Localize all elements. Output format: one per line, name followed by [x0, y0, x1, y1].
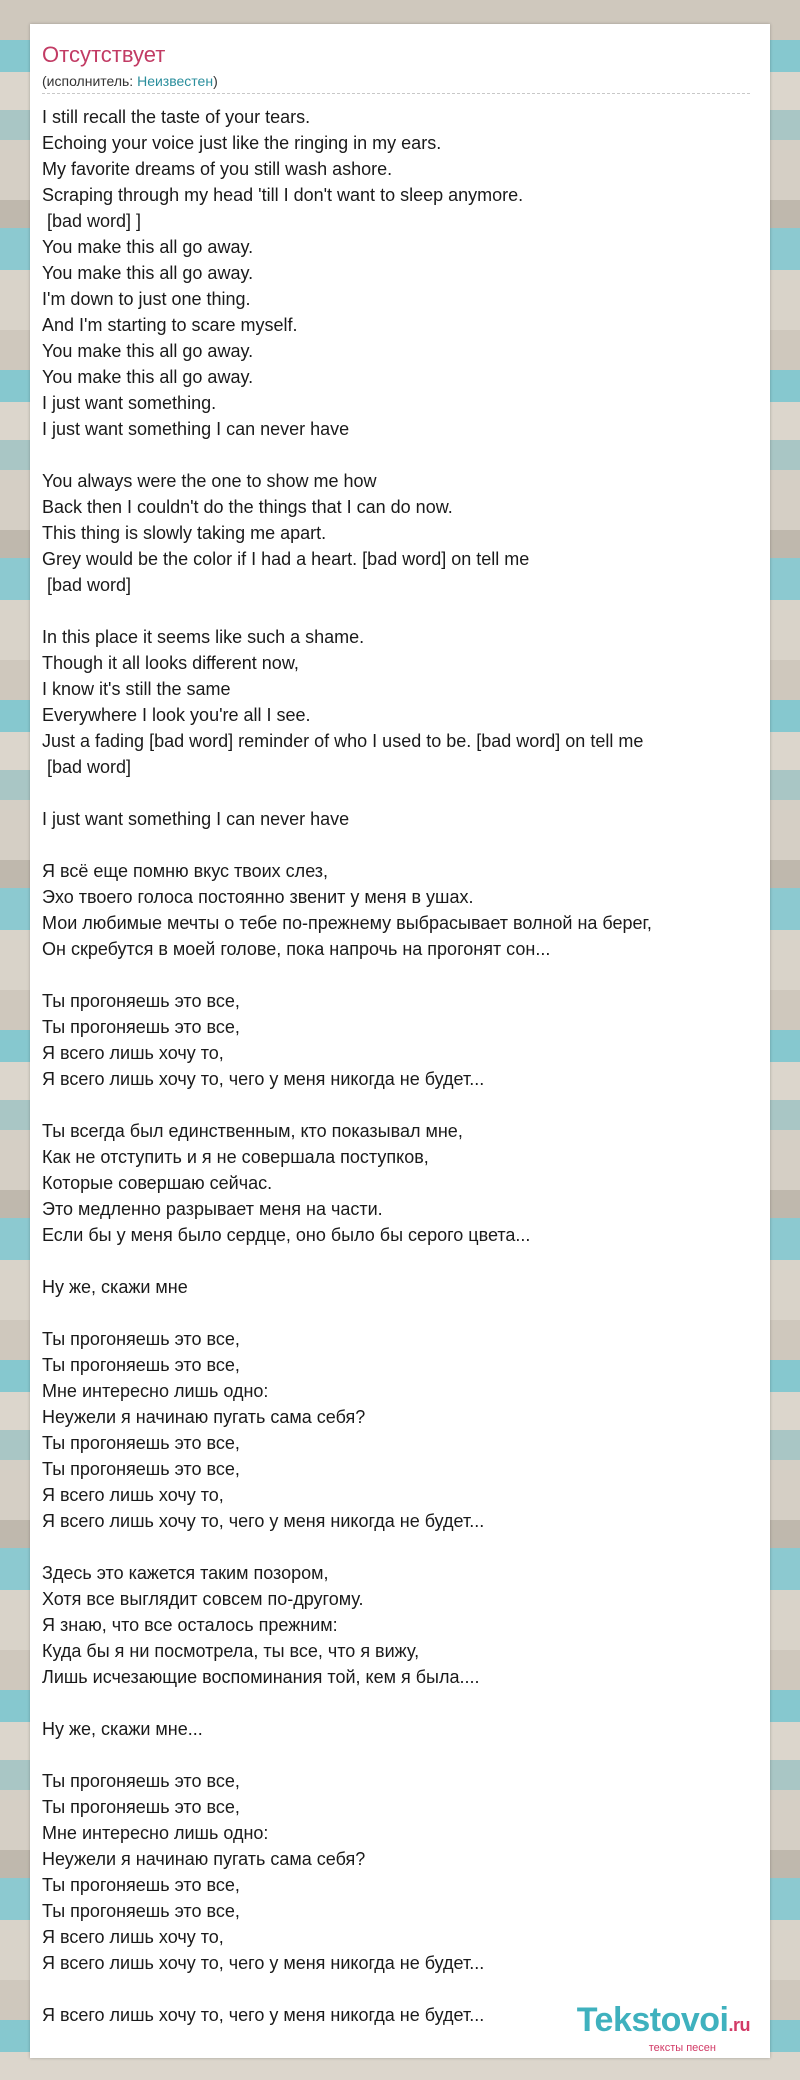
lyric-line: Though it all looks different now,	[42, 653, 299, 673]
lyric-line: Мне интересно лишь одно:	[42, 1381, 269, 1401]
lyric-line: Эхо твоего голоса постоянно звенит у меня в ушах.	[42, 887, 474, 907]
lyrics-card	[30, 24, 770, 2058]
lyric-line: Мои любимые мечты о тебе по-прежнему выбрасывает волной на берег,	[42, 913, 652, 933]
lyric-line: Он скребутся в моей голове, пока напрочь на прогонят сон...	[42, 939, 551, 959]
lyric-line: Back then I couldn't do the things that I can do now.	[42, 497, 453, 517]
lyric-line: I just want something.	[42, 393, 217, 413]
lyric-line: [bad word]	[42, 575, 132, 595]
lyric-line: I still recall the taste of your tears.	[42, 107, 311, 127]
lyric-line: Я знаю, что все осталось прежним:	[42, 1615, 338, 1635]
lyric-line: Ты прогоняешь это все,	[42, 1459, 240, 1479]
lyric-line: Ты прогоняешь это все,	[42, 1771, 240, 1791]
lyric-line: Мне интересно лишь одно:	[42, 1823, 269, 1843]
lyric-line	[42, 442, 762, 468]
lyric-line	[42, 1300, 762, 1326]
lyric-line: I just want something I can never have	[42, 419, 350, 439]
lyric-line: Ты прогоняешь это все,	[42, 1329, 240, 1349]
lyric-line: Scraping through my head 'till I don't want to sleep anymore.	[42, 185, 524, 205]
lyric-line: And I'm starting to scare myself.	[42, 315, 298, 335]
lyric-line: Grey would be the color if I had a heart. [bad word] on tell me	[42, 549, 530, 569]
logo-domain: .ru	[728, 2015, 750, 2035]
lyric-line: Я всё еще помню вкус твоих слез,	[42, 861, 329, 881]
performer-link[interactable]: Неизвестен	[137, 73, 214, 89]
lyric-line	[42, 1248, 762, 1274]
performer-suffix: )	[213, 73, 218, 89]
lyrics-text	[42, 104, 762, 2028]
performer-line	[42, 72, 218, 90]
lyric-line: Ты прогоняешь это все,	[42, 1901, 240, 1921]
lyric-line	[42, 1976, 762, 2002]
lyric-line: This thing is slowly taking me apart.	[42, 523, 327, 543]
lyric-line: You always were the one to show me how	[42, 471, 377, 491]
song-title: Отсутствует	[42, 42, 166, 67]
lyric-line: Неужели я начинаю пугать сама себя?	[42, 1849, 366, 1869]
lyric-line: Это медленно разрывает меня на части.	[42, 1199, 383, 1219]
lyric-line: Я всего лишь хочу то, чего у меня никогда не будет...	[42, 1511, 485, 1531]
site-logo[interactable]	[577, 2003, 750, 2054]
lyric-line: Ну же, скажи мне	[42, 1277, 188, 1297]
lyric-line: Я всего лишь хочу то, чего у меня никогда не будет...	[42, 2005, 485, 2025]
lyric-line: [bad word]	[42, 757, 132, 777]
logo-wordmark: Tekstovoi	[576, 2001, 729, 2039]
lyric-line	[42, 1534, 762, 1560]
logo-tagline: тексты песен	[648, 2042, 716, 2054]
lyric-line: Ты прогоняешь это все,	[42, 1433, 240, 1453]
lyric-line: I'm down to just one thing.	[42, 289, 251, 309]
lyric-line: Я всего лишь хочу то, чего у меня никогда не будет...	[42, 1953, 485, 1973]
lyric-line: In this place it seems like such a shame.	[42, 627, 365, 647]
lyric-line: Хотя все выглядит совсем по-другому.	[42, 1589, 364, 1609]
lyric-line: I know it's still the same	[42, 679, 231, 699]
lyric-line: Just a fading [bad word] reminder of who I used to be. [bad word] on tell me	[42, 731, 644, 751]
lyric-line: Куда бы я ни посмотрела, ты все, что я вижу,	[42, 1641, 420, 1661]
lyric-line: Как не отступить и я не совершала поступков,	[42, 1147, 429, 1167]
lyric-line	[42, 598, 762, 624]
lyric-line: Ты прогоняешь это все,	[42, 991, 240, 1011]
lyric-line	[42, 832, 762, 858]
lyric-line: Ну же, скажи мне...	[42, 1719, 203, 1739]
header-divider	[42, 93, 750, 94]
lyric-line: [bad word] ]	[42, 211, 142, 231]
lyric-line: You make this all go away.	[42, 263, 254, 283]
lyric-line: Неужели я начинаю пугать сама себя?	[42, 1407, 366, 1427]
lyric-line: Которые совершаю сейчас.	[42, 1173, 273, 1193]
lyric-line: You make this all go away.	[42, 237, 254, 257]
lyric-line: Лишь исчезающие воспоминания той, кем я была....	[42, 1667, 480, 1687]
lyric-line: Ты прогоняешь это все,	[42, 1355, 240, 1375]
lyric-line	[42, 780, 762, 806]
lyric-line: Ты прогоняешь это все,	[42, 1017, 240, 1037]
lyric-line: Здесь это кажется таким позором,	[42, 1563, 329, 1583]
lyric-line	[42, 1742, 762, 1768]
lyric-line: My favorite dreams of you still wash ashore.	[42, 159, 393, 179]
lyric-line	[42, 1092, 762, 1118]
lyric-line: Ты всегда был единственным, кто показывал мне,	[42, 1121, 463, 1141]
lyric-line: Я всего лишь хочу то,	[42, 1043, 224, 1063]
lyric-line: Ты прогоняешь это все,	[42, 1797, 240, 1817]
lyric-line: You make this all go away.	[42, 341, 254, 361]
lyric-line: You make this all go away.	[42, 367, 254, 387]
lyric-line: Ты прогоняешь это все,	[42, 1875, 240, 1895]
lyric-line: Я всего лишь хочу то,	[42, 1485, 224, 1505]
performer-prefix: (исполнитель:	[42, 73, 138, 89]
lyric-line: Echoing your voice just like the ringing in my ears.	[42, 133, 442, 153]
lyric-line	[42, 1690, 762, 1716]
lyric-line: Я всего лишь хочу то,	[42, 1927, 224, 1947]
lyric-line: Everywhere I look you're all I see.	[42, 705, 311, 725]
lyric-line: Если бы у меня было сердце, оно было бы серого цвета...	[42, 1225, 531, 1245]
lyric-line	[42, 962, 762, 988]
lyric-line: I just want something I can never have	[42, 809, 350, 829]
lyric-line: Я всего лишь хочу то, чего у меня никогда не будет...	[42, 1069, 485, 1089]
